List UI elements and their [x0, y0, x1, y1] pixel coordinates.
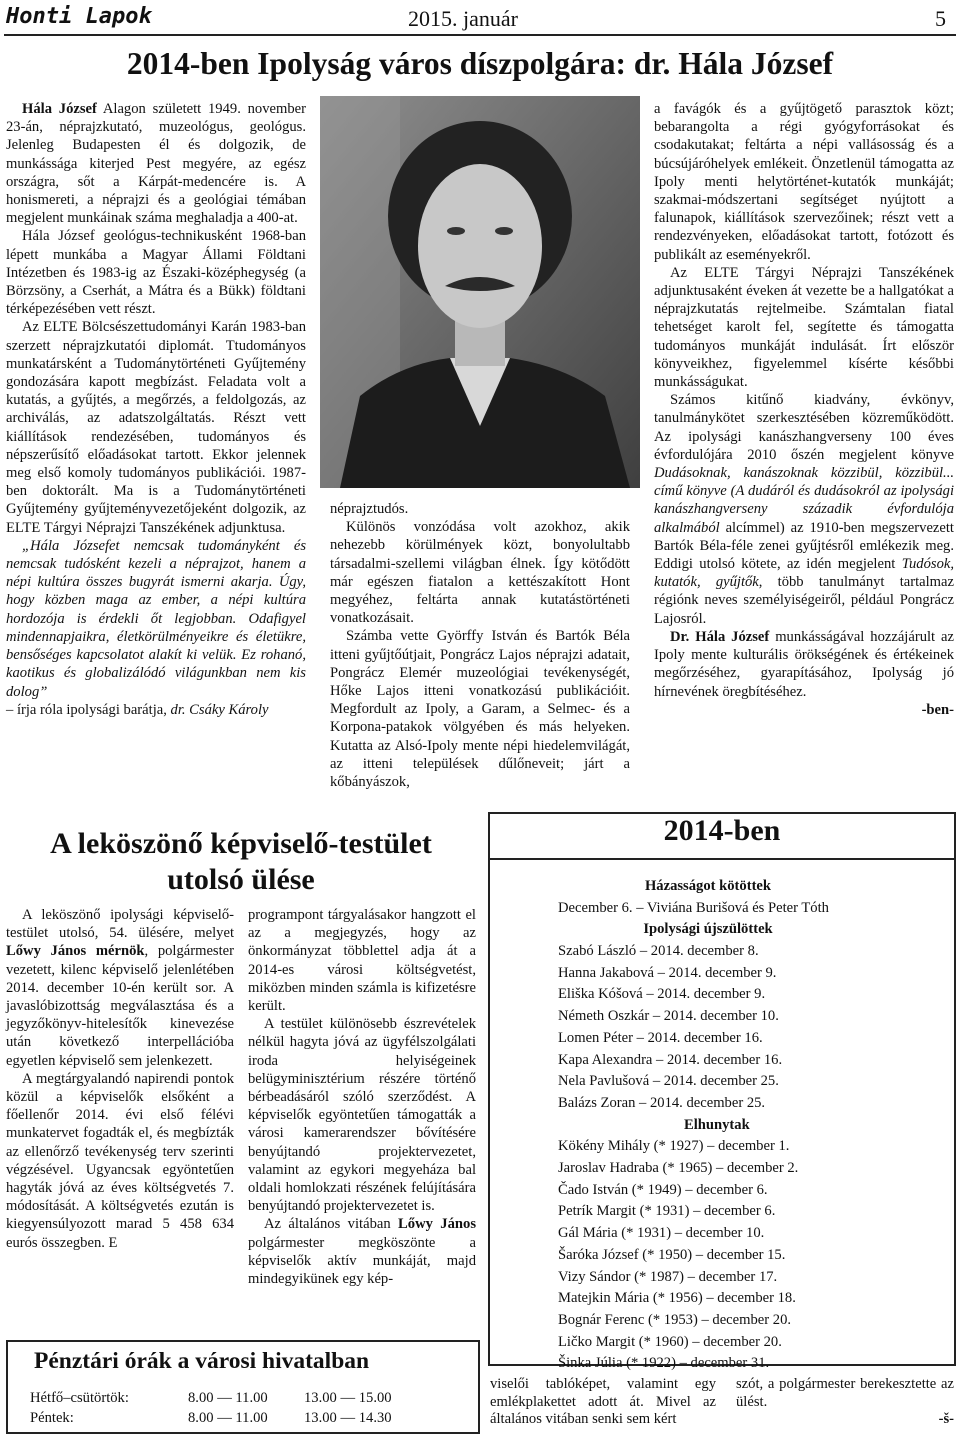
birth-item: Kapa Alexandra – 2014. december 16.: [558, 1051, 783, 1068]
death-item: Jaroslav Hadraba (* 1965) – december 2.: [558, 1160, 799, 1177]
mid-p0: néprajztudós.: [330, 501, 409, 517]
main-article-column-3: [654, 100, 954, 719]
council-signature: -š-: [938, 1411, 954, 1427]
main-p2: Hála József geológus-technikusként 1968-ban lépett munkába a Magyar Állami Földtani Intézetben és 1983-ig az Északi-középhegység (a Börzsöny, a Cserhát, a Mátra és a Bükk) földtani térképezésében vett részt.: [6, 228, 306, 318]
subject-name: Hála József: [22, 101, 97, 117]
council-title-line-2: utolsó ülése: [167, 863, 315, 896]
main-p1: Alagon született 1949. november 23-án, néprajzkutató, muzeológus, geológus. Jelenleg Budapesten él és dolgozik, de munkássága kiterjed Pest megyére, az egész országra, sőt a Kárpát-medencére is. A honismereti, a néprajzi és a geológiai témában megjelent munkáinak száma meghaladja a 400-at.: [6, 101, 306, 227]
issue-date: 2015. január: [408, 6, 518, 31]
council-column-3: [490, 1376, 716, 1429]
main-article-column-2: [330, 500, 630, 791]
office-hours-title: Pénztári órák a városi hivatalban: [34, 1348, 370, 1374]
main-quote: „Hála Józsefet nemcsak tudományként és nemcsak tudósként kezeli a néprajzot, hanem a népi kultúra összes bugyrát ismerni akarja. Úgy, hogy közben maga az ember, a népi kultúra hordozója is érdekli őt legjobban. Odafigyel mindennapjaikra, életkörülményeikre és életükre, bensőséges kapcsolatot alakít ki velük. Ez rohanó, kaotikus és globalizálódó világunkban nem kis dolog”: [6, 537, 306, 700]
marriage-item: December 6. – Viviána Burišová és Peter Tóth: [558, 899, 829, 916]
subject-name-2: Dr. Hála József: [670, 628, 770, 645]
main-signature: -ben-: [921, 701, 954, 718]
death-item: Vizy Sándor (* 1987) – december 17.: [558, 1268, 778, 1285]
right-p4: munkásságával hozzájárult az Ipoly mente kulturális örökségének és értékeinek megőrzéséhez, gyarapításához, Ipolyság jó hírnevének öregbítéséhez.: [654, 628, 954, 700]
council-p1a: A leköszönő ipolysági képviselő-testület utolsó, 54. ülésére, melyet: [6, 907, 234, 942]
council-p2: A megtárgyalandó napirendi pontok közül a képviselők elsőként a főellenőr 2014. évi első félévi munkatervet fogadták el, és megbízták az ellenőrző tevékenység terv szerinti végzésével. Ugyancsak egyöntetűen hagyták jóvá az éves költségvetés 7. módosítását. A költségvetés ezután is kiegyensúlyozott marad 5 458 634 eurós összegben. E: [6, 1070, 234, 1251]
birth-item: Balázs Zoran – 2014. december 25.: [558, 1094, 766, 1111]
death-item: Kökény Mihály (* 1927) – december 1.: [558, 1138, 790, 1155]
mid-p2: Számba vette Györffy István és Bartók Béla itteni gyűjtőútjait, Pongrácz Lajos néprajzi adatait, Pongrácz Elemér muzeológiai tevékenységét, Hőke Lajos itteni vonatkozású publikációit. Megfordult az Ipoly, a Garam, a Selmec- és a Korpona-patakok völgyében és más helyeken. Kutatta az Alsó-Ipoly mente népi hiedelemvilágát, az itteni települések dűlőneveit; járt a kőbányászok,: [330, 628, 630, 791]
council-p1b: , polgármester vezetett, kilenc képviselő jelenlétében 2014. december 10-én került sor. A javaslóbizottság megválasztása és a jegyzőkönyv-hitelesítők kinevezése után következő interpellációba egyetlen képviselő sem jelenkezett.: [6, 943, 235, 1069]
records-title: 2014-ben: [663, 814, 781, 847]
right-p3b: alcímmel) az 1910-ben megszervezett Bartók Béla-féle zenei gyűjtésről emlékezik meg. Eddigi utolsó kötete, az idén megjelent: [654, 519, 954, 573]
portrait-illustration: [320, 96, 640, 488]
death-item: Čado István (* 1949) – december 6.: [558, 1181, 768, 1198]
council-p5a: Az általános vitában: [264, 1216, 399, 1233]
council-article-title: [6, 826, 476, 898]
council-p5b: polgármester megköszönte a képviselők aktív munkáját, majd mindegyikünek egy kép-: [248, 1234, 476, 1288]
death-item: Šaróka József (* 1950) – december 15.: [558, 1246, 786, 1263]
birth-item: Lomen Péter – 2014. december 16.: [558, 1029, 763, 1046]
council-title-line-1: A leköszönő képviselő-testület: [50, 827, 432, 860]
main-article-column-1: [6, 100, 306, 719]
births-list: [558, 941, 938, 1375]
office-hours-pm: 13.00 — 15.00: [304, 1390, 392, 1406]
main-p3: Az ELTE Bölcsészettudományi Karán 1983-ban szerzett néprajzkutatói diplomát. Ttudományos munkatársként a Tudománytörténeti Gyűjtemény gondozására kapott megbízást. Feladata volt a kutatás, a gyűjtés, a megőrzés, a feldolgozás, az archiválás, az adatszolgáltatás. Részt vett kiállítások rendezésében, tudományos és népszerűsítő előadásokat tartott. Ekkor jelennek meg első komoly tudományos publikációi. 1987-ben doktorált. Ma is a Tudománytörténeti Gyűjtemény gyűjteményvezetőjeként dolgozik, az ELTE Tárgyi Néprajzi Tanszékének adjunktusa.: [6, 319, 306, 536]
council-column-2: [248, 906, 476, 1288]
death-item: Bognár Ferenc (* 1953) – december 20.: [558, 1311, 792, 1328]
birth-item: Németh Oszkár – 2014. december 10.: [558, 1008, 779, 1025]
main-article-title: 2014-ben Ipolyság város díszpolgára: dr. Hála József: [126, 46, 834, 81]
office-hours-box: [6, 1340, 480, 1434]
births-title: Ipolysági újszülöttek: [643, 921, 773, 938]
office-hours-am: 8.00 — 11.00: [188, 1410, 268, 1426]
council-p7: szót, a polgármester berekesztette az ülést.: [736, 1376, 954, 1410]
book-title-1: Dudásoknak, kanászoknak közzibül, közzibül... című könyve (A dudáról és dudásokról az ipolysági kanászhangverseny századik évfordulója alkalmából: [654, 465, 954, 536]
death-item: Matejkin Mária (* 1956) – december 18.: [558, 1290, 796, 1307]
birth-item: Hanna Jakabová – 2014. december 9.: [558, 964, 777, 981]
page-number: 5: [935, 6, 946, 31]
death-item: Gál Mária (* 1931) – december 10.: [558, 1225, 765, 1242]
council-p4: A testület különösebb észrevételek nélkül hagyta jóvá az ügyfélszolgálati iroda helyiségeinek belügyminisztérium részére történő bérbeadásáról szóló szerződést. A képviselők egyöntetűen támogatták a városi kamerarendszer bővítésére benyújtandó projektervezetet, valamint az egykori megyeháza bal oldali homlokzati részének felújítására benyújtandó projektervezetet is.: [248, 1016, 476, 1215]
mid-p1: Különös vonzódása volt azokhoz, akik nehezebb körülmények közt, bonyolultabb társadalmi-szellemi világban élnek. Így kötődött már egészen fiatalon a kettészakított Hont megyéhez, feltárta annak kutatástörténeti vonatkozásait.: [330, 519, 630, 627]
right-p3c: , több tanulmányt tartalmaz régiónk neves személyiségeiről, például Pongrácz Lajosról.: [654, 574, 954, 627]
council-column-1: [6, 906, 234, 1252]
birth-item: Eliška Kóšová – 2014. december 9.: [558, 986, 766, 1003]
council-p6: viselői tablóképet, valamint egy emlékplakettet adott át. Mivel az általános vitában senki sem kért: [490, 1376, 716, 1427]
quote-tail: – írja róla ipolysági barátja,: [6, 701, 171, 718]
office-hours-am: 8.00 — 11.00: [188, 1390, 268, 1406]
office-hours-days: Hétfő–csütörtök:: [30, 1390, 129, 1406]
death-item: Petrík Margit (* 1931) – december 6.: [558, 1203, 776, 1220]
marriages-title: Házasságot kötöttek: [644, 878, 772, 894]
council-p3: programpont tárgyalásakor hangzott el az a megjegyzés, hogy az önkormányzat többlettel adja át a 2014-es városi költségvetést, miközben minden számla is kifizetésre került.: [248, 907, 476, 1015]
book-title-2: Tudósok, kutatók, gyűjtők: [654, 556, 954, 591]
records-list: [558, 876, 938, 941]
birth-item: Nela Pavlušová – 2014. december 25.: [558, 1073, 779, 1090]
office-hours-table: [30, 1388, 392, 1428]
mayor-name-2: Lőwy János: [398, 1216, 476, 1233]
birth-item: Szabó László – 2014. december 8.: [558, 943, 759, 959]
council-column-4: [736, 1376, 954, 1429]
office-hours-row: [30, 1408, 392, 1428]
office-hours-days: Péntek:: [30, 1410, 74, 1426]
header-rule: [4, 34, 956, 36]
office-hours-pm: 13.00 — 14.30: [304, 1410, 392, 1426]
death-item: Šinka Júlia (* 1922) – december 31.: [558, 1355, 770, 1372]
portrait-photo: [320, 96, 640, 488]
right-p2: Az ELTE Tárgyi Néprajzi Tanszékének adjunktusaként éveken át vezette be a hallgatókat a néprajzkutatás rejtelmeibe. Számtalan fiatal tehetséget karolt fel, segítette és támogatta tudományos munkáját indulását. Írt először könyveikhez, figyelemmel kísérte későbbi munkásságukat.: [654, 264, 954, 391]
mayor-name: Lőwy János mérnök: [6, 943, 145, 960]
office-hours-row: [30, 1388, 392, 1408]
masthead-brand: Honti Lapok: [6, 4, 152, 29]
quote-author: dr. Csáky Károly: [170, 701, 269, 718]
death-item: Ličko Margit (* 1960) – december 20.: [558, 1333, 782, 1350]
right-p3a: Számos kitűnő kiadvány, évkönyv, tanulmánykötet szerkesztésében közreműködött. Az ipolysági kanászhangverseny 100 éves évfordulójára 2010 őszén megjelent könyve: [654, 392, 954, 463]
right-p1: a favágók és a gyűjtögető parasztok közt; bebarangolta a régi gyógyforrásokat és csodakutakat; feltárta a népi vallásosság és a búcsújáróhelyek emlékeit. Önzetlenül támogatta az Ipoly menti helytörténet-kutatók munkáját; szakmai-módszertani segítséget nyújtott a falunapok, kiállítások szervezőinek; részt vett a rendezvényeken, előadásokat tartott, fotózott és publikált az eseményekről.: [654, 101, 954, 263]
deaths-title: Elhunytak: [684, 1116, 750, 1133]
records-rule: [488, 858, 956, 860]
